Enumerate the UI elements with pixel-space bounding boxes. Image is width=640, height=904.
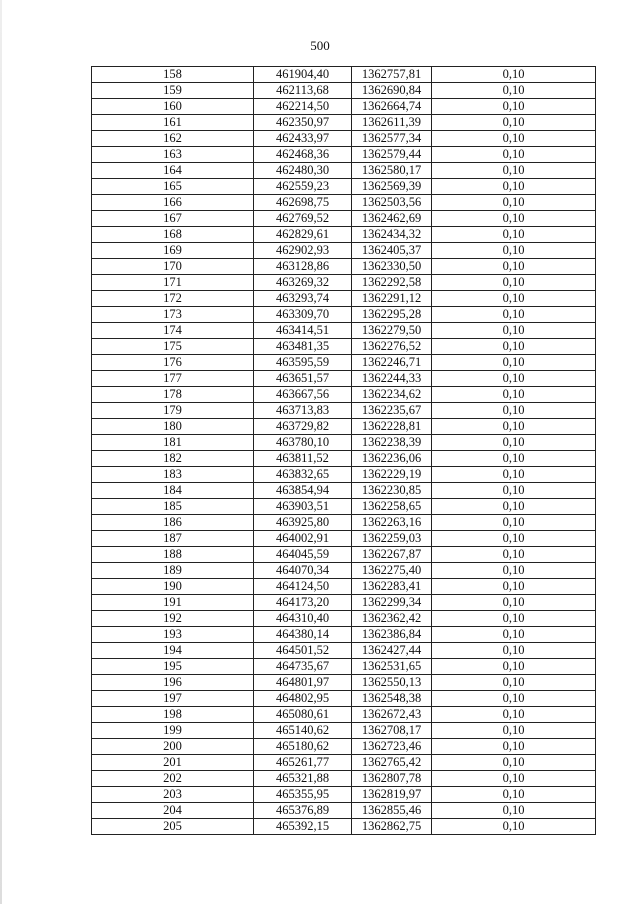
accuracy-cell: 0,10 (432, 131, 596, 147)
accuracy-cell: 0,10 (432, 515, 596, 531)
table-body (92, 67, 596, 835)
table-row (92, 259, 596, 275)
x-coordinate-cell: 463481,35 (254, 339, 352, 355)
x-coordinate-cell: 464802,95 (254, 691, 352, 707)
table-row (92, 99, 596, 115)
point-number-cell: 171 (92, 275, 254, 291)
point-number-cell: 168 (92, 227, 254, 243)
y-coordinate-cell: 1362723,46 (352, 739, 432, 755)
table-row (92, 819, 596, 835)
table-row (92, 723, 596, 739)
point-number-cell: 178 (92, 387, 254, 403)
point-number-cell: 174 (92, 323, 254, 339)
y-coordinate-cell: 1362330,50 (352, 259, 432, 275)
table-row (92, 275, 596, 291)
point-number-cell: 191 (92, 595, 254, 611)
accuracy-cell: 0,10 (432, 291, 596, 307)
accuracy-cell: 0,10 (432, 83, 596, 99)
y-coordinate-cell: 1362579,44 (352, 147, 432, 163)
x-coordinate-cell: 463903,51 (254, 499, 352, 515)
point-number-cell: 190 (92, 579, 254, 595)
y-coordinate-cell: 1362244,33 (352, 371, 432, 387)
table-row (92, 179, 596, 195)
table-row (92, 195, 596, 211)
table-row (92, 387, 596, 403)
accuracy-cell: 0,10 (432, 307, 596, 323)
x-coordinate-cell: 464070,34 (254, 563, 352, 579)
x-coordinate-cell: 462559,23 (254, 179, 352, 195)
y-coordinate-cell: 1362462,69 (352, 211, 432, 227)
y-coordinate-cell: 1362292,58 (352, 275, 432, 291)
y-coordinate-cell: 1362238,39 (352, 435, 432, 451)
x-coordinate-cell: 462829,61 (254, 227, 352, 243)
point-number-cell: 164 (92, 163, 254, 179)
table-row (92, 499, 596, 515)
accuracy-cell: 0,10 (432, 595, 596, 611)
x-coordinate-cell: 462902,93 (254, 243, 352, 259)
point-number-cell: 177 (92, 371, 254, 387)
y-coordinate-cell: 1362611,39 (352, 115, 432, 131)
y-coordinate-cell: 1362230,85 (352, 483, 432, 499)
table-row (92, 563, 596, 579)
accuracy-cell: 0,10 (432, 771, 596, 787)
accuracy-cell: 0,10 (432, 403, 596, 419)
accuracy-cell: 0,10 (432, 211, 596, 227)
y-coordinate-cell: 1362550,13 (352, 675, 432, 691)
table-row (92, 435, 596, 451)
x-coordinate-cell: 464310,40 (254, 611, 352, 627)
accuracy-cell: 0,10 (432, 787, 596, 803)
accuracy-cell: 0,10 (432, 563, 596, 579)
point-number-cell: 173 (92, 307, 254, 323)
point-number-cell: 202 (92, 771, 254, 787)
table-row (92, 611, 596, 627)
point-number-cell: 187 (92, 531, 254, 547)
accuracy-cell: 0,10 (432, 531, 596, 547)
point-number-cell: 201 (92, 755, 254, 771)
x-coordinate-cell: 465376,89 (254, 803, 352, 819)
accuracy-cell: 0,10 (432, 435, 596, 451)
y-coordinate-cell: 1362708,17 (352, 723, 432, 739)
x-coordinate-cell: 463811,52 (254, 451, 352, 467)
table-row (92, 643, 596, 659)
table-row (92, 419, 596, 435)
x-coordinate-cell: 462433,97 (254, 131, 352, 147)
table-row (92, 163, 596, 179)
point-number-cell: 181 (92, 435, 254, 451)
x-coordinate-cell: 463414,51 (254, 323, 352, 339)
point-number-cell: 189 (92, 563, 254, 579)
point-number-cell: 197 (92, 691, 254, 707)
y-coordinate-cell: 1362819,97 (352, 787, 432, 803)
table-row (92, 771, 596, 787)
point-number-cell: 180 (92, 419, 254, 435)
accuracy-cell: 0,10 (432, 579, 596, 595)
x-coordinate-cell: 462769,52 (254, 211, 352, 227)
accuracy-cell: 0,10 (432, 67, 596, 83)
table-row (92, 483, 596, 499)
x-coordinate-cell: 463780,10 (254, 435, 352, 451)
x-coordinate-cell: 463293,74 (254, 291, 352, 307)
accuracy-cell: 0,10 (432, 99, 596, 115)
accuracy-cell: 0,10 (432, 643, 596, 659)
x-coordinate-cell: 465180,62 (254, 739, 352, 755)
x-coordinate-cell: 464173,20 (254, 595, 352, 611)
point-number-cell: 193 (92, 627, 254, 643)
table-row (92, 83, 596, 99)
y-coordinate-cell: 1362386,84 (352, 627, 432, 643)
y-coordinate-cell: 1362569,39 (352, 179, 432, 195)
point-number-cell: 185 (92, 499, 254, 515)
y-coordinate-cell: 1362235,67 (352, 403, 432, 419)
accuracy-cell: 0,10 (432, 803, 596, 819)
y-coordinate-cell: 1362299,34 (352, 595, 432, 611)
point-number-cell: 161 (92, 115, 254, 131)
table-row (92, 675, 596, 691)
accuracy-cell: 0,10 (432, 259, 596, 275)
table-row (92, 371, 596, 387)
table-row (92, 595, 596, 611)
y-coordinate-cell: 1362362,42 (352, 611, 432, 627)
y-coordinate-cell: 1362807,78 (352, 771, 432, 787)
scan-edge (0, 0, 2, 904)
x-coordinate-cell: 463925,80 (254, 515, 352, 531)
point-number-cell: 179 (92, 403, 254, 419)
x-coordinate-cell: 462480,30 (254, 163, 352, 179)
table-row (92, 355, 596, 371)
accuracy-cell: 0,10 (432, 163, 596, 179)
table-row (92, 131, 596, 147)
accuracy-cell: 0,10 (432, 499, 596, 515)
table-row (92, 451, 596, 467)
table-row (92, 467, 596, 483)
point-number-cell: 195 (92, 659, 254, 675)
table-row (92, 787, 596, 803)
table-row (92, 307, 596, 323)
accuracy-cell: 0,10 (432, 451, 596, 467)
y-coordinate-cell: 1362291,12 (352, 291, 432, 307)
x-coordinate-cell: 465321,88 (254, 771, 352, 787)
accuracy-cell: 0,10 (432, 387, 596, 403)
accuracy-cell: 0,10 (432, 371, 596, 387)
accuracy-cell: 0,10 (432, 627, 596, 643)
y-coordinate-cell: 1362234,62 (352, 387, 432, 403)
point-number-cell: 198 (92, 707, 254, 723)
x-coordinate-cell: 462468,36 (254, 147, 352, 163)
y-coordinate-cell: 1362427,44 (352, 643, 432, 659)
table-row (92, 707, 596, 723)
point-number-cell: 162 (92, 131, 254, 147)
table-row (92, 691, 596, 707)
point-number-cell: 184 (92, 483, 254, 499)
table-row (92, 547, 596, 563)
table-row (92, 403, 596, 419)
y-coordinate-cell: 1362263,16 (352, 515, 432, 531)
accuracy-cell: 0,10 (432, 739, 596, 755)
point-number-cell: 170 (92, 259, 254, 275)
table-row (92, 243, 596, 259)
point-number-cell: 160 (92, 99, 254, 115)
x-coordinate-cell: 465392,15 (254, 819, 352, 835)
point-number-cell: 159 (92, 83, 254, 99)
x-coordinate-cell: 465355,95 (254, 787, 352, 803)
page-number: 500 (310, 38, 330, 53)
y-coordinate-cell: 1362276,52 (352, 339, 432, 355)
table-row (92, 739, 596, 755)
y-coordinate-cell: 1362531,65 (352, 659, 432, 675)
x-coordinate-cell: 465261,77 (254, 755, 352, 771)
y-coordinate-cell: 1362434,32 (352, 227, 432, 243)
point-number-cell: 194 (92, 643, 254, 659)
accuracy-cell: 0,10 (432, 195, 596, 211)
y-coordinate-cell: 1362664,74 (352, 99, 432, 115)
y-coordinate-cell: 1362577,34 (352, 131, 432, 147)
point-number-cell: 172 (92, 291, 254, 307)
accuracy-cell: 0,10 (432, 819, 596, 835)
x-coordinate-cell: 464801,97 (254, 675, 352, 691)
y-coordinate-cell: 1362672,43 (352, 707, 432, 723)
y-coordinate-cell: 1362229,19 (352, 467, 432, 483)
point-number-cell: 204 (92, 803, 254, 819)
x-coordinate-cell: 463309,70 (254, 307, 352, 323)
y-coordinate-cell: 1362258,65 (352, 499, 432, 515)
table-row (92, 515, 596, 531)
x-coordinate-cell: 464380,14 (254, 627, 352, 643)
point-number-cell: 203 (92, 787, 254, 803)
point-number-cell: 166 (92, 195, 254, 211)
point-number-cell: 176 (92, 355, 254, 371)
accuracy-cell: 0,10 (432, 707, 596, 723)
x-coordinate-cell: 465080,61 (254, 707, 352, 723)
x-coordinate-cell: 464501,52 (254, 643, 352, 659)
y-coordinate-cell: 1362236,06 (352, 451, 432, 467)
y-coordinate-cell: 1362228,81 (352, 419, 432, 435)
y-coordinate-cell: 1362259,03 (352, 531, 432, 547)
table-row (92, 115, 596, 131)
accuracy-cell: 0,10 (432, 691, 596, 707)
point-number-cell: 186 (92, 515, 254, 531)
point-number-cell: 199 (92, 723, 254, 739)
table-row (92, 211, 596, 227)
table-row (92, 579, 596, 595)
y-coordinate-cell: 1362275,40 (352, 563, 432, 579)
x-coordinate-cell: 463713,83 (254, 403, 352, 419)
accuracy-cell: 0,10 (432, 227, 596, 243)
x-coordinate-cell: 463832,65 (254, 467, 352, 483)
point-number-cell: 158 (92, 67, 254, 83)
accuracy-cell: 0,10 (432, 355, 596, 371)
point-number-cell: 169 (92, 243, 254, 259)
point-number-cell: 200 (92, 739, 254, 755)
table-row (92, 339, 596, 355)
x-coordinate-cell: 461904,40 (254, 67, 352, 83)
accuracy-cell: 0,10 (432, 323, 596, 339)
x-coordinate-cell: 462350,97 (254, 115, 352, 131)
y-coordinate-cell: 1362548,38 (352, 691, 432, 707)
table-row (92, 531, 596, 547)
y-coordinate-cell: 1362862,75 (352, 819, 432, 835)
point-number-cell: 182 (92, 451, 254, 467)
table-row (92, 227, 596, 243)
accuracy-cell: 0,10 (432, 179, 596, 195)
accuracy-cell: 0,10 (432, 483, 596, 499)
accuracy-cell: 0,10 (432, 115, 596, 131)
y-coordinate-cell: 1362246,71 (352, 355, 432, 371)
accuracy-cell: 0,10 (432, 611, 596, 627)
accuracy-cell: 0,10 (432, 675, 596, 691)
y-coordinate-cell: 1362765,42 (352, 755, 432, 771)
y-coordinate-cell: 1362283,41 (352, 579, 432, 595)
x-coordinate-cell: 462113,68 (254, 83, 352, 99)
x-coordinate-cell: 463729,82 (254, 419, 352, 435)
y-coordinate-cell: 1362580,17 (352, 163, 432, 179)
accuracy-cell: 0,10 (432, 723, 596, 739)
coordinates-table (91, 66, 596, 835)
y-coordinate-cell: 1362267,87 (352, 547, 432, 563)
x-coordinate-cell: 463128,86 (254, 259, 352, 275)
y-coordinate-cell: 1362503,56 (352, 195, 432, 211)
point-number-cell: 192 (92, 611, 254, 627)
x-coordinate-cell: 464045,59 (254, 547, 352, 563)
table-row (92, 755, 596, 771)
point-number-cell: 188 (92, 547, 254, 563)
x-coordinate-cell: 464002,91 (254, 531, 352, 547)
x-coordinate-cell: 463667,56 (254, 387, 352, 403)
x-coordinate-cell: 465140,62 (254, 723, 352, 739)
y-coordinate-cell: 1362855,46 (352, 803, 432, 819)
accuracy-cell: 0,10 (432, 755, 596, 771)
x-coordinate-cell: 463269,32 (254, 275, 352, 291)
accuracy-cell: 0,10 (432, 147, 596, 163)
point-number-cell: 163 (92, 147, 254, 163)
point-number-cell: 165 (92, 179, 254, 195)
table-row (92, 803, 596, 819)
accuracy-cell: 0,10 (432, 467, 596, 483)
y-coordinate-cell: 1362295,28 (352, 307, 432, 323)
x-coordinate-cell: 462698,75 (254, 195, 352, 211)
accuracy-cell: 0,10 (432, 659, 596, 675)
x-coordinate-cell: 463651,57 (254, 371, 352, 387)
table-row (92, 147, 596, 163)
x-coordinate-cell: 463595,59 (254, 355, 352, 371)
table-row (92, 323, 596, 339)
table-row (92, 67, 596, 83)
accuracy-cell: 0,10 (432, 419, 596, 435)
point-number-cell: 196 (92, 675, 254, 691)
x-coordinate-cell: 464124,50 (254, 579, 352, 595)
accuracy-cell: 0,10 (432, 547, 596, 563)
accuracy-cell: 0,10 (432, 339, 596, 355)
accuracy-cell: 0,10 (432, 243, 596, 259)
y-coordinate-cell: 1362757,81 (352, 67, 432, 83)
y-coordinate-cell: 1362690,84 (352, 83, 432, 99)
table-row (92, 627, 596, 643)
y-coordinate-cell: 1362405,37 (352, 243, 432, 259)
table-row (92, 291, 596, 307)
point-number-cell: 183 (92, 467, 254, 483)
x-coordinate-cell: 463854,94 (254, 483, 352, 499)
y-coordinate-cell: 1362279,50 (352, 323, 432, 339)
x-coordinate-cell: 464735,67 (254, 659, 352, 675)
point-number-cell: 167 (92, 211, 254, 227)
accuracy-cell: 0,10 (432, 275, 596, 291)
point-number-cell: 175 (92, 339, 254, 355)
point-number-cell: 205 (92, 819, 254, 835)
table-row (92, 659, 596, 675)
x-coordinate-cell: 462214,50 (254, 99, 352, 115)
